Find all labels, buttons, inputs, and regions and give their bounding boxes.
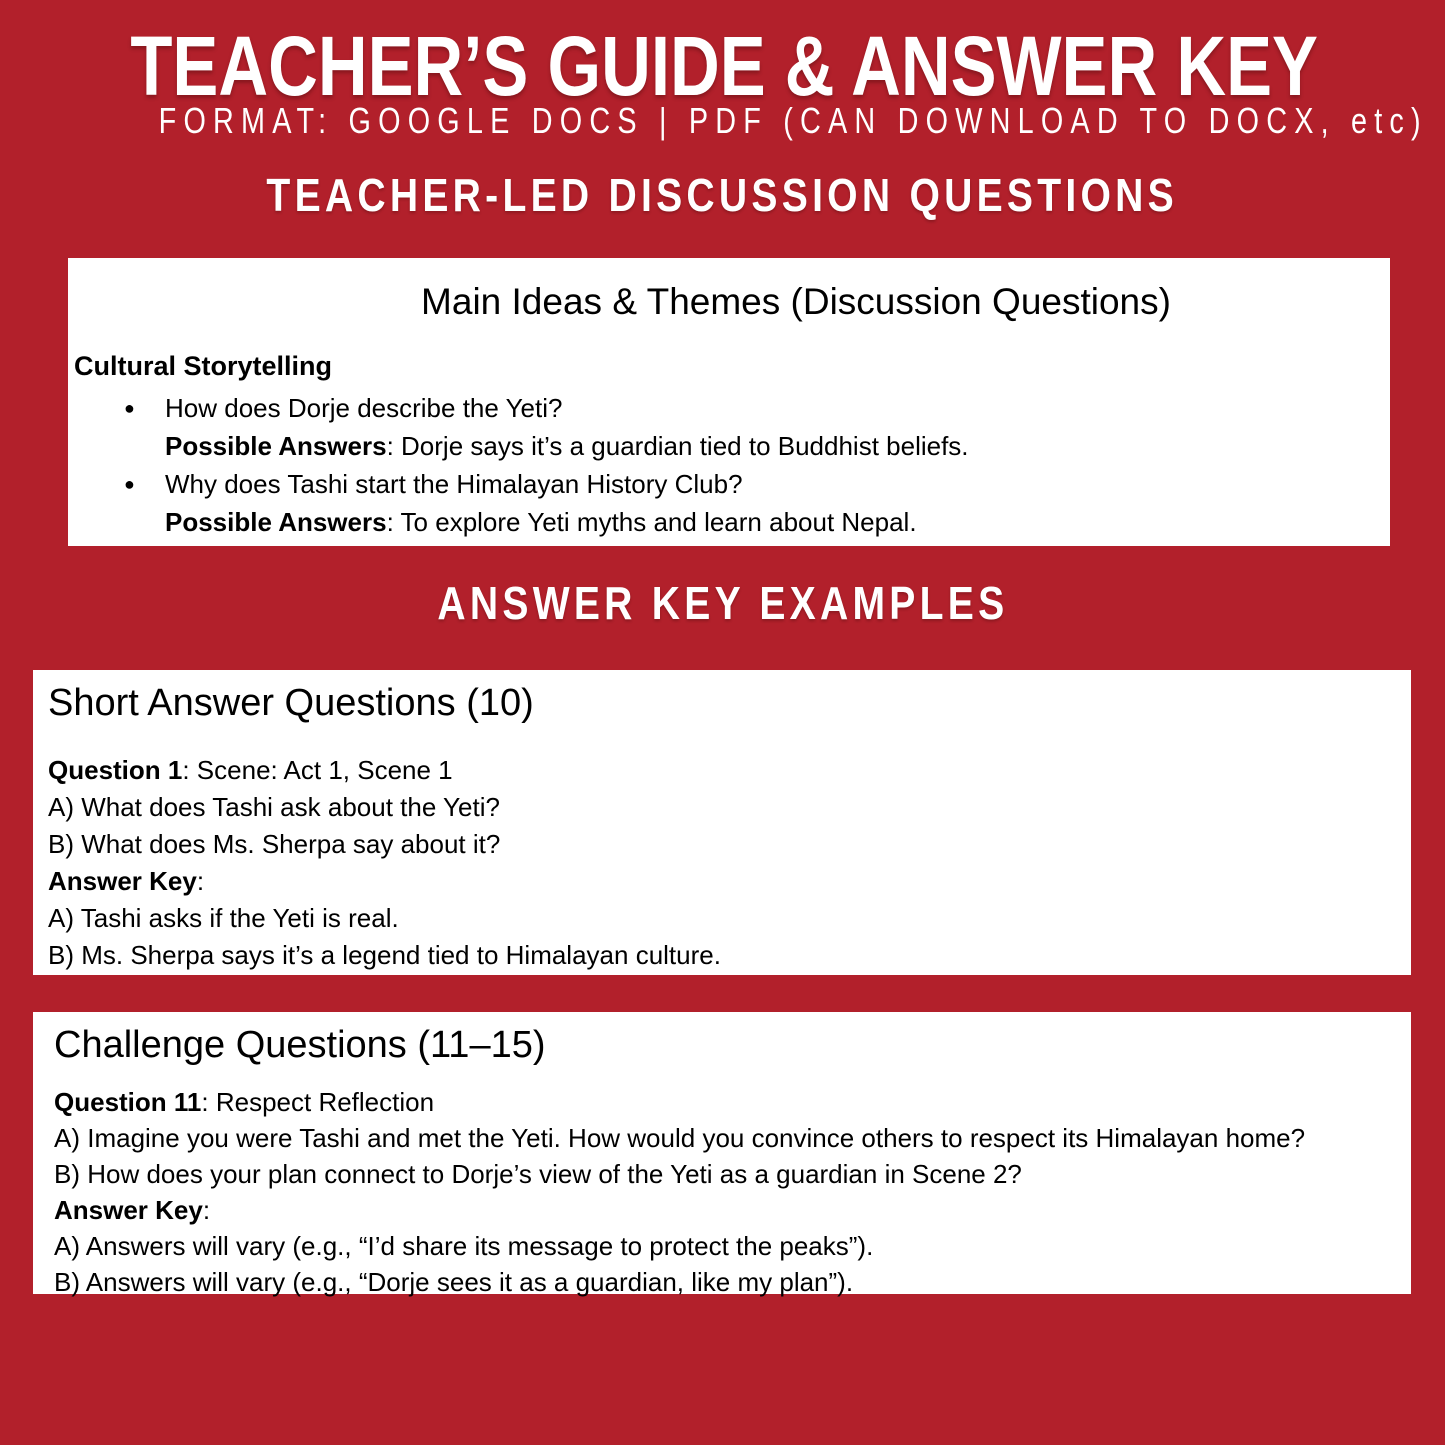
line-bold-label: Answer Key bbox=[54, 1194, 203, 1225]
line-text: B) Ms. Sherpa says it’s a legend tied to Himalayan culture. bbox=[48, 939, 721, 970]
topic-heading: Cultural Storytelling bbox=[74, 351, 333, 382]
line-text: B) How does your plan connect to Dorje’s view of the Yeti as a guardian in Scene 2? bbox=[54, 1158, 1022, 1189]
panel-heading: Short Answer Questions (10) bbox=[48, 682, 534, 724]
answer-line bbox=[48, 826, 1401, 863]
line-text: A) Answers will vary (e.g., “I’d share its message to protect the peaks”). bbox=[54, 1230, 874, 1261]
bullet-answer bbox=[165, 427, 1390, 465]
answer-line bbox=[54, 1084, 1401, 1120]
format-subtitle bbox=[0, 100, 1445, 142]
possible-answers-text: : To explore Yeti myths and learn about Nepal. bbox=[386, 506, 917, 537]
bullet-answer bbox=[165, 503, 1390, 541]
answer-lines bbox=[48, 752, 1401, 974]
answer-line bbox=[54, 1156, 1401, 1192]
bullet-question: Why does Tashi start the Himalayan History Club? bbox=[165, 468, 743, 499]
answer-line bbox=[54, 1192, 1401, 1228]
bullet-dot-icon: ● bbox=[124, 397, 135, 418]
answer-line bbox=[54, 1228, 1401, 1264]
section-title-discussion bbox=[0, 168, 1445, 222]
answer-line bbox=[54, 1264, 1401, 1300]
line-text: A) Imagine you were Tashi and met the Yeti. How would you convince others to respect its Himalayan home? bbox=[54, 1122, 1306, 1153]
possible-answers-label: Possible Answers bbox=[165, 430, 387, 461]
possible-answers-label: Possible Answers bbox=[165, 506, 387, 537]
discussion-panel bbox=[68, 258, 1390, 546]
panel-heading: Challenge Questions (11–15) bbox=[54, 1024, 546, 1066]
line-text: : bbox=[196, 865, 205, 896]
section-title-discussion-text: TEACHER-LED DISCUSSION QUESTIONS bbox=[266, 169, 1179, 221]
answer-line bbox=[48, 863, 1401, 900]
line-text: B) What does Ms. Sherpa say about it? bbox=[48, 828, 501, 859]
line-bold-label: Question 1 bbox=[48, 754, 183, 785]
line-bold-label: Answer Key bbox=[48, 865, 197, 896]
bullet-item bbox=[74, 465, 1390, 541]
line-text: : Respect Reflection bbox=[201, 1086, 435, 1117]
bullet-item bbox=[74, 389, 1390, 465]
answer-line bbox=[48, 789, 1401, 826]
line-text: : Scene: Act 1, Scene 1 bbox=[182, 754, 453, 785]
section-title-answer-key-text: ANSWER KEY EXAMPLES bbox=[436, 577, 1009, 629]
line-text: : bbox=[202, 1194, 211, 1225]
bullet-question: How does Dorje describe the Yeti? bbox=[165, 392, 563, 423]
line-bold-label: Question 11 bbox=[54, 1086, 202, 1117]
line-text: A) What does Tashi ask about the Yeti? bbox=[48, 791, 500, 822]
page-title-text: TEACHER’S GUIDE & ANSWER KEY bbox=[130, 19, 1318, 113]
possible-answers-text: : Dorje says it’s a guardian tied to Buddhist beliefs. bbox=[386, 430, 969, 461]
format-subtitle-text: FORMAT: GOOGLE DOCS | PDF (CAN DOWNLOAD TO DOCX, etc) bbox=[158, 100, 1428, 141]
section-title-answer-key bbox=[0, 576, 1445, 630]
bullet-list bbox=[74, 389, 1390, 541]
line-text: B) Answers will vary (e.g., “Dorje sees it as a guardian, like my plan”). bbox=[54, 1266, 854, 1297]
bullet-dot-icon: ● bbox=[124, 473, 135, 494]
answer-line bbox=[48, 900, 1401, 937]
short-answer-panel bbox=[33, 670, 1411, 975]
challenge-panel bbox=[33, 1012, 1411, 1297]
answer-line bbox=[48, 937, 1401, 974]
answer-line bbox=[54, 1120, 1401, 1156]
line-text: A) Tashi asks if the Yeti is real. bbox=[48, 902, 399, 933]
answer-line bbox=[48, 752, 1401, 789]
answer-lines bbox=[54, 1084, 1401, 1300]
doc-title: Main Ideas & Themes (Discussion Questions) bbox=[421, 281, 1171, 322]
